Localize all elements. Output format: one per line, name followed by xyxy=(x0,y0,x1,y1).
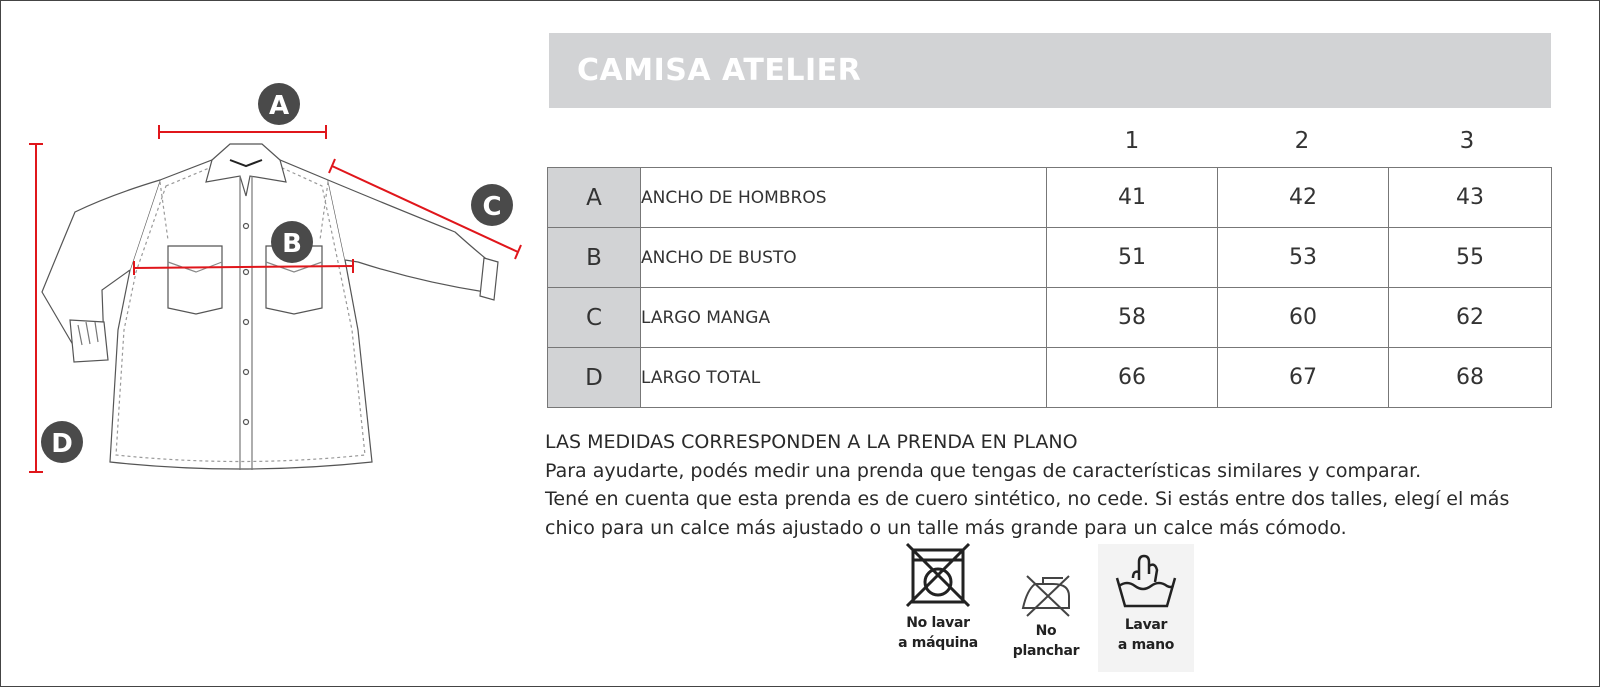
care-label: a máquina xyxy=(898,635,978,651)
measure-line-a xyxy=(159,125,326,139)
no-machine-wash-icon xyxy=(905,542,971,608)
size-header-3: 3 xyxy=(1459,128,1475,154)
shirt-diagram xyxy=(0,0,540,687)
row-value: 67 xyxy=(1218,348,1389,408)
care-label: Lavar xyxy=(1124,617,1168,633)
care-label: a mano xyxy=(1117,637,1175,653)
svg-text:D: D xyxy=(51,429,73,459)
row-label: LARGO MANGA xyxy=(641,288,1047,348)
care-label: No planchar xyxy=(1012,623,1080,659)
no-iron-icon xyxy=(1013,562,1079,628)
row-value: 60 xyxy=(1218,288,1389,348)
svg-text:C: C xyxy=(482,192,502,222)
size-header-2: 2 xyxy=(1294,128,1310,154)
row-letter: D xyxy=(548,348,641,408)
title-bar xyxy=(549,33,1551,108)
table-row xyxy=(548,288,1552,348)
row-value: 62 xyxy=(1389,288,1552,348)
row-label: LARGO TOTAL xyxy=(641,348,1047,408)
row-value: 42 xyxy=(1218,168,1389,228)
care-no-iron xyxy=(1002,542,1090,661)
row-value: 41 xyxy=(1047,168,1218,228)
svg-text:B: B xyxy=(282,229,302,259)
table-row xyxy=(548,168,1552,228)
care-label: No lavar xyxy=(906,615,970,631)
row-label: ANCHO DE BUSTO xyxy=(641,228,1047,288)
marker-b xyxy=(271,221,313,263)
shirt-illustration xyxy=(42,144,498,470)
marker-c xyxy=(471,184,513,226)
notes-heading: LAS MEDIDAS CORRESPONDEN A LA PRENDA EN PLANO xyxy=(545,431,1078,453)
care-no-machine-wash xyxy=(898,542,978,653)
size-table xyxy=(547,167,1552,408)
row-value: 43 xyxy=(1389,168,1552,228)
size-header-1: 1 xyxy=(1124,128,1140,154)
marker-a xyxy=(258,83,300,125)
row-value: 66 xyxy=(1047,348,1218,408)
row-letter: A xyxy=(548,168,641,228)
row-label: ANCHO DE HOMBROS xyxy=(641,168,1047,228)
table-row xyxy=(548,348,1552,408)
svg-text:A: A xyxy=(268,91,290,121)
marker-d xyxy=(41,421,83,463)
row-value: 51 xyxy=(1047,228,1218,288)
row-letter: C xyxy=(548,288,641,348)
row-value: 55 xyxy=(1389,228,1552,288)
page-title: CAMISA ATELIER xyxy=(577,53,862,88)
table-row xyxy=(548,228,1552,288)
row-value: 58 xyxy=(1047,288,1218,348)
care-hand-wash xyxy=(1098,544,1194,672)
measurement-notes xyxy=(545,428,1555,542)
notes-line: chico para un calce más ajustado o un talle más grande para un calce más cómodo. xyxy=(545,516,1347,539)
row-value: 53 xyxy=(1218,228,1389,288)
hand-wash-icon xyxy=(1111,544,1181,610)
notes-line: Tené en cuenta que esta prenda es de cuero sintético, no cede. Si estás entre dos talles, elegí el más xyxy=(545,488,1510,510)
row-letter: B xyxy=(548,228,641,288)
notes-line: Para ayudarte, podés medir una prenda que tengas de características similares y comparar. xyxy=(545,459,1422,482)
measure-line-d xyxy=(29,144,43,472)
row-value: 68 xyxy=(1389,348,1552,408)
